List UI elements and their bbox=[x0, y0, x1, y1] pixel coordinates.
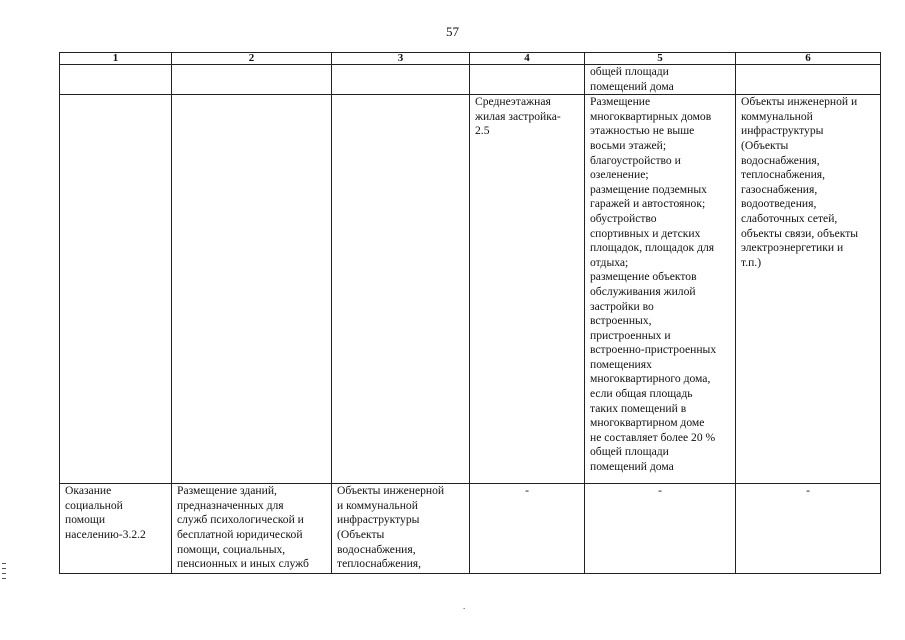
table-cell bbox=[60, 65, 172, 95]
table-cell bbox=[332, 65, 470, 95]
land-use-table bbox=[59, 52, 881, 574]
table-cell-description: Размещение многоквартирных домов этажностью не выше восьми этажей; благоустройство и озеленение; размещение подземных гаражей и автостоянок; обустройство спортивных и детских площадок, площадок для отдыха; размещение объектов обслуживания жилой застройки во встроенных, пристроенных и встроенно-пристроенных помещениях многоквартирного дома, если общая площадь таких помещений в многоквартирном доме не составляет более 20 % общей площади помещений дома bbox=[585, 95, 736, 484]
table-cell-description: Размещение зданий, предназначенных для служб психологической и бесплатной юридической помощи, социальных, пенсионных и иных служб bbox=[172, 484, 332, 574]
column-header-6: 6 bbox=[736, 53, 881, 65]
table-cell-infrastructure: Объекты инженерной и коммунальной инфраструктуры (Объекты водоснабжения, теплоснабжения, газоснабжения, водоотведения, слаботочных сетей, объекты связи, объекты электроэнергетики и т.п.) bbox=[736, 95, 881, 484]
table-row bbox=[60, 95, 881, 484]
table-cell: общей площади помещений дома bbox=[585, 65, 736, 95]
table-cell bbox=[736, 65, 881, 95]
table-cell-land-use-type: Среднеэтажная жилая застройка- 2.5 bbox=[470, 95, 585, 484]
table-row bbox=[60, 484, 881, 574]
table-cell-land-use-type: Оказание социальной помощи населению-3.2.2 bbox=[60, 484, 172, 574]
stray-mark: . bbox=[463, 601, 466, 611]
table-cell-dash: - bbox=[470, 484, 585, 574]
header-row bbox=[60, 53, 881, 65]
column-header-1: 1 bbox=[60, 53, 172, 65]
column-header-4: 4 bbox=[470, 53, 585, 65]
table-cell-infrastructure: Объекты инженерной и коммунальной инфраструктуры (Объекты водоснабжения, теплоснабжения, bbox=[332, 484, 470, 574]
table-cell-dash: - bbox=[585, 484, 736, 574]
column-header-3: 3 bbox=[332, 53, 470, 65]
table-cell bbox=[60, 95, 172, 484]
table-cell bbox=[172, 65, 332, 95]
table-cell bbox=[172, 95, 332, 484]
table-cell bbox=[332, 95, 470, 484]
column-header-2: 2 bbox=[172, 53, 332, 65]
table-cell bbox=[470, 65, 585, 95]
page-number: 57 bbox=[446, 24, 459, 39]
table-row bbox=[60, 65, 881, 95]
column-header-5: 5 bbox=[585, 53, 736, 65]
scan-edge-mark bbox=[2, 563, 6, 579]
table-cell-dash: - bbox=[736, 484, 881, 574]
